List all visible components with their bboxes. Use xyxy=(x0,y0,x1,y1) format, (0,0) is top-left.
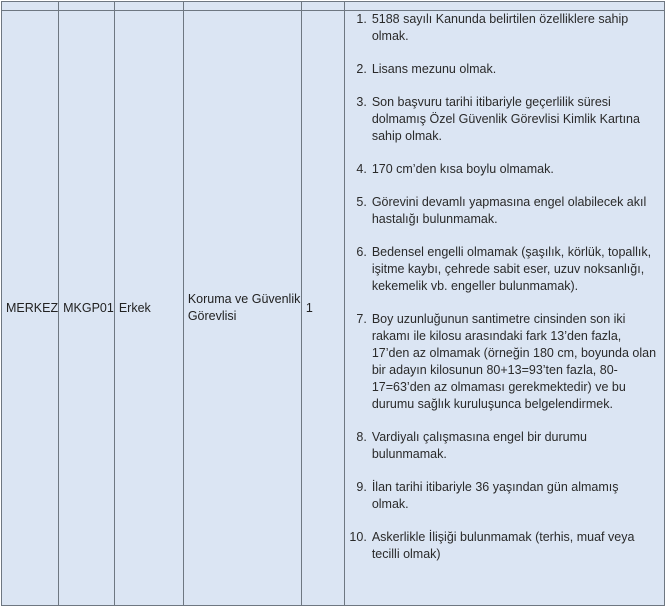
position-cell xyxy=(183,11,301,606)
requirement-item xyxy=(345,61,658,78)
requirement-item xyxy=(345,479,658,513)
requirement-number: 2. xyxy=(356,62,367,76)
requirement-text: Lisans mezunu olmak. xyxy=(371,62,497,76)
unit-cell xyxy=(2,11,59,606)
requirement-text: Görevini devamlı yapmasına engel olabilecek akıl hastalığı bulunmamak. xyxy=(371,195,647,226)
requirement-item xyxy=(345,311,658,413)
requirement-text: Vardiyalı çalışmasına engel bir durumu bulunmamak. xyxy=(371,430,587,461)
requirements-cell xyxy=(344,11,664,606)
requirement-text: Son başvuru tarihi itibariyle geçerlilik süresi dolmamış Özel Güvenlik Görevlisi Kimlik Kartına sahip olmak. xyxy=(371,95,640,143)
requirement-number: 8. xyxy=(356,430,367,444)
requirement-text: 170 cm’den kısa boylu olmamak. xyxy=(371,162,554,176)
gender-text: Erkek xyxy=(118,300,151,315)
requirement-item xyxy=(345,244,658,295)
requirement-text: 5188 sayılı Kanunda belirtilen özelliklere sahip olmak. xyxy=(371,12,629,43)
requirement-item xyxy=(345,194,658,228)
requirement-item xyxy=(345,429,658,463)
count-text: 1 xyxy=(305,300,313,315)
position-text: Koruma ve Güvenlik Görevlisi xyxy=(187,292,301,323)
count-cell xyxy=(301,11,344,606)
unit-text: MERKEZ xyxy=(6,300,59,315)
table-row xyxy=(2,11,665,606)
requirement-number: 9. xyxy=(356,480,367,494)
table-top-strip xyxy=(2,2,665,11)
requirement-number: 3. xyxy=(356,95,367,109)
requirement-text: Boy uzunluğunun santimetre cinsinden son iki rakamı ile kilosu arasındaki fark 13’den fazla, 17’den az olmamak (örneğin 180 cm, boyunda olan bir adayın kilosunun 80+13=93’ten fazla, 80-17=63’den az olmaması gerekmektedir) ve bu durumu sağlık kuruluşunca belgelendirmek. xyxy=(371,312,657,411)
requirement-text: Bedensel engelli olmamak (şaşılık, körlük, topallık, işitme kaybı, çehrede sabit eser, uzuv noksanlığı, kekemelik vb. engeller bulunmamak). xyxy=(371,245,652,293)
requirement-item xyxy=(345,161,658,178)
gender-cell xyxy=(114,11,183,606)
requirements-list xyxy=(345,11,664,563)
requirement-number: 5. xyxy=(356,195,367,209)
code-text: MKGP01 xyxy=(63,300,114,315)
requirement-number: 1. xyxy=(356,12,367,26)
requirement-number: 4. xyxy=(356,162,367,176)
requirement-number: 6. xyxy=(356,245,367,259)
requirement-number: 10. xyxy=(349,530,367,544)
requirements-table xyxy=(1,1,665,606)
requirement-number: 7. xyxy=(356,312,367,326)
requirement-item xyxy=(345,11,658,45)
requirement-item xyxy=(345,94,658,145)
requirement-text: İlan tarihi itibariyle 36 yaşından gün almamış olmak. xyxy=(371,480,619,511)
requirement-text: Askerlikle İlişiği bulunmamak (terhis, muaf veya tecilli olmak) xyxy=(371,530,635,561)
requirement-item xyxy=(345,529,658,563)
code-cell xyxy=(59,11,115,606)
